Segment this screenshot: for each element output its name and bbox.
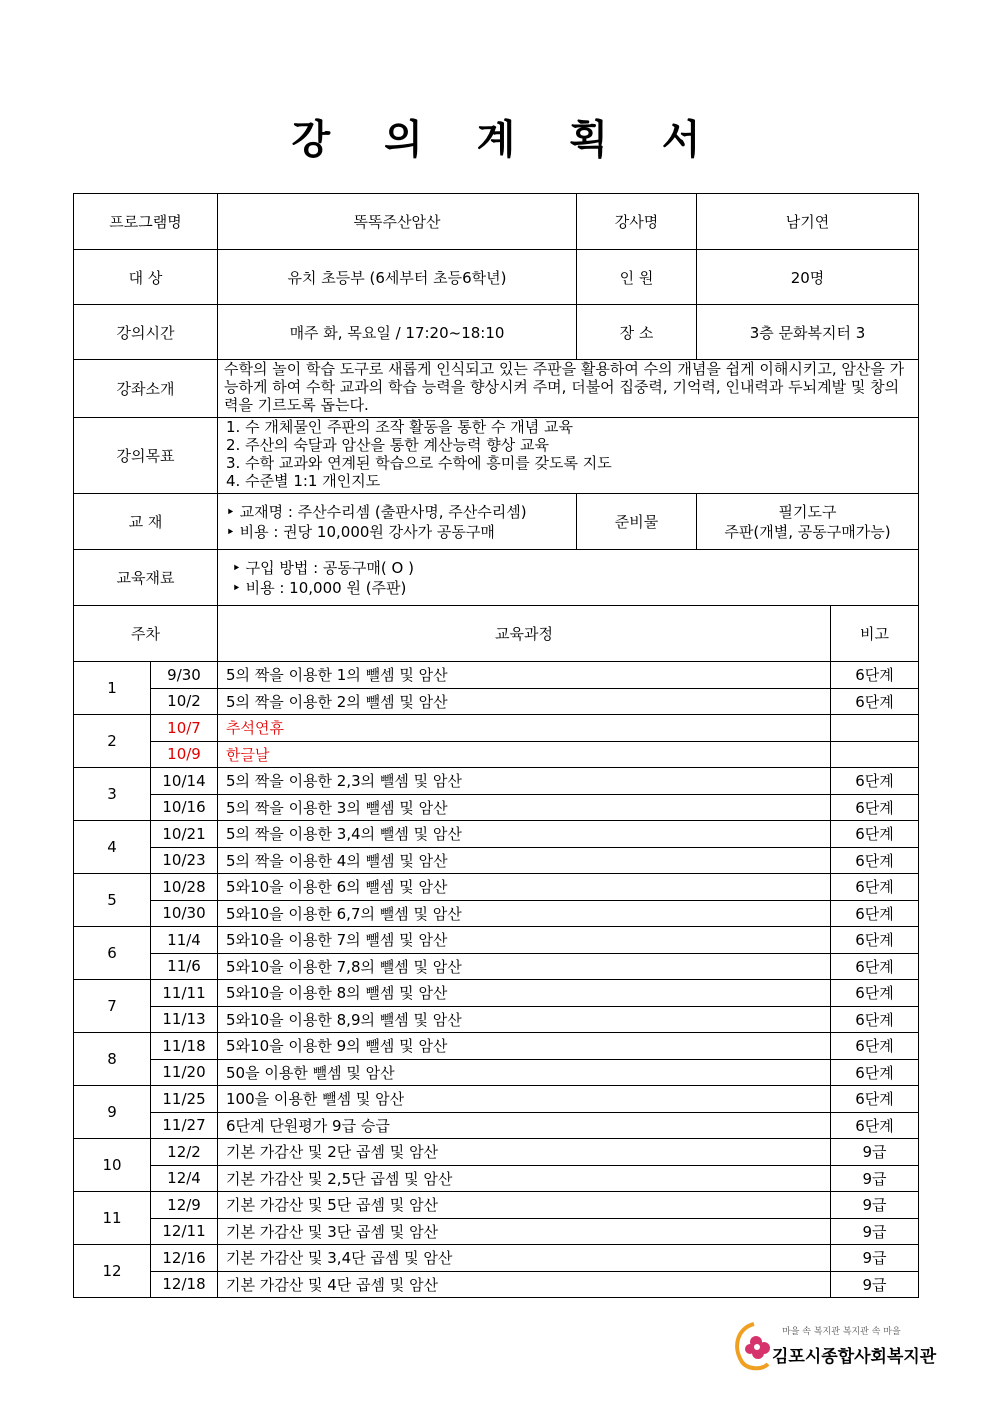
session-note: 6단계 xyxy=(831,874,919,901)
time-label: 강의시간 xyxy=(74,305,218,360)
week-number: 9 xyxy=(74,1086,151,1139)
session-content: 5와10을 이용한 7,8의 뺄셈 및 암산 xyxy=(218,953,831,980)
schedule-row xyxy=(74,1271,919,1298)
supplies-item: 주판(개별, 공동구매가능) xyxy=(724,522,891,541)
goal-item: 4. 수준별 1:1 개인지도 xyxy=(226,472,381,490)
schedule-row xyxy=(74,1192,919,1219)
session-note: 6단계 xyxy=(831,1112,919,1139)
session-date: 12/9 xyxy=(151,1192,218,1219)
session-content: 5의 짝을 이용한 3의 뺄셈 및 암산 xyxy=(218,794,831,821)
material-info xyxy=(218,550,919,606)
place-value: 3층 문화복지터 3 xyxy=(697,305,919,360)
session-date: 12/18 xyxy=(151,1271,218,1298)
session-content: 5의 짝을 이용한 2,3의 뺄셈 및 암산 xyxy=(218,768,831,795)
course-header: 교육과정 xyxy=(218,606,831,662)
session-date: 10/28 xyxy=(151,874,218,901)
session-content: 추석연휴 xyxy=(218,715,831,742)
week-number: 3 xyxy=(74,768,151,821)
session-date: 11/4 xyxy=(151,927,218,954)
session-date: 11/25 xyxy=(151,1086,218,1113)
session-content: 한글날 xyxy=(218,741,831,768)
session-note: 9급 xyxy=(831,1218,919,1245)
goal-item: 1. 수 개체물인 주판의 조작 활동을 통한 수 개념 교육 xyxy=(226,418,574,436)
session-content: 5와10을 이용한 7의 뺄셈 및 암산 xyxy=(218,927,831,954)
page-title: 강 의 계 획 서 xyxy=(291,116,721,163)
schedule-row xyxy=(74,900,919,927)
session-date: 11/6 xyxy=(151,953,218,980)
intro-text: 수학의 놀이 학습 도구로 새롭게 인식되고 있는 주판을 활용하여 수의 개념을 쉽게 이해시키고, 암산을 가능하게 하여 수학 교과의 학습 능력을 향상시켜 주며, 더불어 집중력, 기억력, 인내력과 두뇌계발 및 창의력을 기르도록 돕는다. xyxy=(218,360,919,418)
material-cost: ‣ 비용 : 10,000 원 (주판) xyxy=(232,578,407,597)
week-number: 10 xyxy=(74,1139,151,1192)
textbook-name: ‣ 교재명 : 주산수리셈 (출판사명, 주산수리셈) xyxy=(226,502,527,521)
session-note: 6단계 xyxy=(831,980,919,1007)
lecture-info-table xyxy=(73,193,919,606)
textbook-info xyxy=(218,494,577,550)
week-number: 12 xyxy=(74,1245,151,1298)
schedule-row xyxy=(74,768,919,795)
capacity-label: 인 원 xyxy=(577,250,697,305)
session-content: 5와10을 이용한 9의 뺄셈 및 암산 xyxy=(218,1033,831,1060)
schedule-row xyxy=(74,1033,919,1060)
session-note: 6단계 xyxy=(831,688,919,715)
logo-tagline: 마을 속 복지관 복지관 속 마을 xyxy=(782,1327,901,1337)
schedule-row xyxy=(74,662,919,689)
week-number: 11 xyxy=(74,1192,151,1245)
session-date: 10/21 xyxy=(151,821,218,848)
session-date: 10/14 xyxy=(151,768,218,795)
week-number: 8 xyxy=(74,1033,151,1086)
session-date: 10/30 xyxy=(151,900,218,927)
session-content: 기본 가감산 및 3단 곱셈 및 암산 xyxy=(218,1218,831,1245)
schedule-row xyxy=(74,1006,919,1033)
session-content: 5와10을 이용한 6,7의 뺄셈 및 암산 xyxy=(218,900,831,927)
session-note: 6단계 xyxy=(831,1033,919,1060)
schedule-row xyxy=(74,1165,919,1192)
week-number: 7 xyxy=(74,980,151,1033)
week-number: 5 xyxy=(74,874,151,927)
session-note: 9급 xyxy=(831,1165,919,1192)
session-date: 12/4 xyxy=(151,1165,218,1192)
schedule-row xyxy=(74,874,919,901)
session-content: 기본 가감산 및 4단 곱셈 및 암산 xyxy=(218,1271,831,1298)
place-label: 장 소 xyxy=(577,305,697,360)
session-note: 9급 xyxy=(831,1245,919,1272)
session-date: 10/7 xyxy=(151,715,218,742)
session-content: 100을 이용한 뺄셈 및 암산 xyxy=(218,1086,831,1113)
session-note: 6단계 xyxy=(831,953,919,980)
textbook-label: 교 재 xyxy=(74,494,218,550)
intro-label: 강좌소개 xyxy=(74,360,218,418)
session-note: 6단계 xyxy=(831,847,919,874)
week-header: 주차 xyxy=(74,606,218,662)
session-date: 12/11 xyxy=(151,1218,218,1245)
schedule-row xyxy=(74,1086,919,1113)
logo-name: 김포시종합사회복지관 xyxy=(772,1347,937,1367)
session-note xyxy=(831,715,919,742)
session-date: 11/11 xyxy=(151,980,218,1007)
session-note: 6단계 xyxy=(831,662,919,689)
session-content: 5의 짝을 이용한 3,4의 뺄셈 및 암산 xyxy=(218,821,831,848)
goal-item: 3. 수학 교과와 연계된 학습으로 수학에 흥미를 갖도록 지도 xyxy=(226,454,612,472)
supplies-item: 필기도구 xyxy=(778,502,837,521)
program-value: 똑똑주산암산 xyxy=(218,194,577,250)
session-content: 기본 가감산 및 2,5단 곱셈 및 암산 xyxy=(218,1165,831,1192)
flower-icon xyxy=(732,1320,776,1372)
week-number: 4 xyxy=(74,821,151,874)
instructor-label: 강사명 xyxy=(577,194,697,250)
session-date: 9/30 xyxy=(151,662,218,689)
session-date: 12/2 xyxy=(151,1139,218,1166)
week-number: 2 xyxy=(74,715,151,768)
session-content: 5와10을 이용한 6의 뺄셈 및 암산 xyxy=(218,874,831,901)
schedule-row xyxy=(74,741,919,768)
textbook-cost: ‣ 비용 : 권당 10,000원 강사가 공동구매 xyxy=(226,522,495,541)
session-content: 5와10을 이용한 8,9의 뺄셈 및 암산 xyxy=(218,1006,831,1033)
schedule-row xyxy=(74,688,919,715)
goal-item: 2. 주산의 숙달과 암산을 통한 계산능력 향상 교육 xyxy=(226,436,549,454)
material-label: 교육재료 xyxy=(74,550,218,606)
session-date: 11/27 xyxy=(151,1112,218,1139)
session-content: 50을 이용한 뺄셈 및 암산 xyxy=(218,1059,831,1086)
session-date: 11/18 xyxy=(151,1033,218,1060)
session-note: 6단계 xyxy=(831,1059,919,1086)
schedule-row xyxy=(74,1139,919,1166)
schedule-row xyxy=(74,1218,919,1245)
session-note: 9급 xyxy=(831,1139,919,1166)
supplies-label: 준비물 xyxy=(577,494,697,550)
schedule-row xyxy=(74,1245,919,1272)
schedule-row xyxy=(74,953,919,980)
session-date: 12/16 xyxy=(151,1245,218,1272)
session-content: 5와10을 이용한 8의 뺄셈 및 암산 xyxy=(218,980,831,1007)
week-number: 6 xyxy=(74,927,151,980)
supplies-info xyxy=(697,494,919,550)
goal-label: 강의목표 xyxy=(74,418,218,494)
session-note: 6단계 xyxy=(831,768,919,795)
schedule-row xyxy=(74,847,919,874)
session-date: 11/13 xyxy=(151,1006,218,1033)
session-note: 6단계 xyxy=(831,927,919,954)
session-note xyxy=(831,741,919,768)
capacity-value: 20명 xyxy=(697,250,919,305)
session-content: 6단계 단원평가 9급 승급 xyxy=(218,1112,831,1139)
note-header: 비고 xyxy=(831,606,919,662)
program-label: 프로그램명 xyxy=(74,194,218,250)
schedule-table xyxy=(73,605,919,1298)
session-note: 6단계 xyxy=(831,794,919,821)
session-note: 9급 xyxy=(831,1192,919,1219)
schedule-row xyxy=(74,927,919,954)
session-date: 11/20 xyxy=(151,1059,218,1086)
schedule-row xyxy=(74,980,919,1007)
time-value: 매주 화, 목요일 / 17:20~18:10 xyxy=(218,305,577,360)
session-note: 6단계 xyxy=(831,1086,919,1113)
session-date: 10/16 xyxy=(151,794,218,821)
welfare-center-logo xyxy=(732,1318,937,1378)
session-content: 5의 짝을 이용한 1의 뺄셈 및 암산 xyxy=(218,662,831,689)
session-note: 6단계 xyxy=(831,1006,919,1033)
schedule-row xyxy=(74,1059,919,1086)
week-number: 1 xyxy=(74,662,151,715)
session-date: 10/2 xyxy=(151,688,218,715)
session-note: 6단계 xyxy=(831,900,919,927)
schedule-row xyxy=(74,821,919,848)
session-content: 기본 가감산 및 3,4단 곱셈 및 암산 xyxy=(218,1245,831,1272)
instructor-value: 남기연 xyxy=(697,194,919,250)
target-value: 유치 초등부 (6세부터 초등6학년) xyxy=(218,250,577,305)
session-content: 5의 짝을 이용한 4의 뺄셈 및 암산 xyxy=(218,847,831,874)
schedule-row xyxy=(74,715,919,742)
session-note: 6단계 xyxy=(831,821,919,848)
session-date: 10/23 xyxy=(151,847,218,874)
session-content: 기본 가감산 및 5단 곱셈 및 암산 xyxy=(218,1192,831,1219)
material-method: ‣ 구입 방법 : 공동구매( O ) xyxy=(232,558,414,577)
session-content: 기본 가감산 및 2단 곱셈 및 암산 xyxy=(218,1139,831,1166)
session-note: 9급 xyxy=(831,1271,919,1298)
schedule-row xyxy=(74,794,919,821)
goal-list xyxy=(218,418,919,494)
session-date: 10/9 xyxy=(151,741,218,768)
session-content: 5의 짝을 이용한 2의 뺄셈 및 암산 xyxy=(218,688,831,715)
target-label: 대 상 xyxy=(74,250,218,305)
schedule-row xyxy=(74,1112,919,1139)
